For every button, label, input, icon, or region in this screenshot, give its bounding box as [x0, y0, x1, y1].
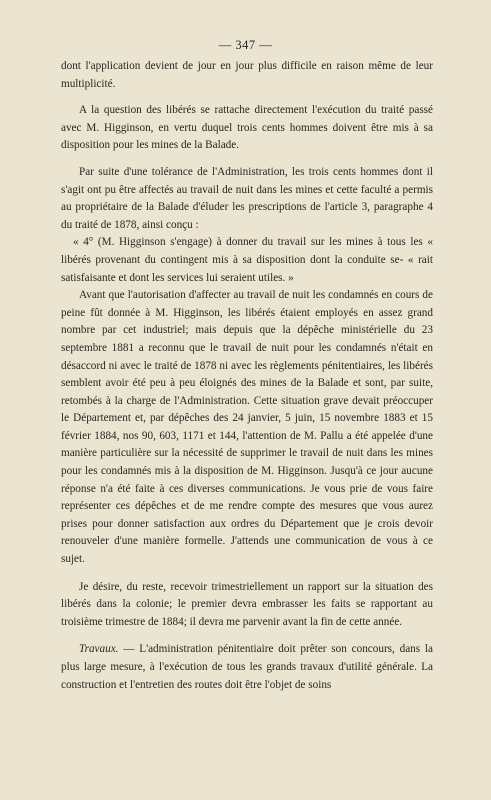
paragraph-travaux-text: — L'administration pénitentiaire doit prêter son concours, dans la plus large mesure, à l'exécution de tous les grands travaux d'utilité générale. La construction et l'entretien des routes doit être l'objet de soins: [61, 643, 433, 691]
paragraph-quarterly-report: Je désire, du reste, recevoir trimestriellement un rapport sur la situation des libérés dans la colonie; le premier devra embrasser les faits se rapportant au troisième trimestre de 1884; il devra me parvenir avant la fin de cette année.: [61, 580, 433, 628]
paragraph-travaux: [61, 641, 433, 694]
paragraph-continuation: dont l'application devient de jour en jour plus difficile en raison même de leur multiplicité.: [61, 60, 433, 90]
page-number: — 347 —: [218, 38, 273, 52]
paragraph-higginson-treaty: A la question des libérés se rattache directement l'exécution du traité passé avec M. Higginson, en vertu duquel trois cents hommes doivent être mis à sa disposition pour les mines de la Balade.: [61, 104, 433, 152]
body-text: [61, 58, 433, 694]
paragraph-night-work: Avant que l'autorisation d'affecter au travail de nuit les condamnés en cours de peine fût donnée à M. Higginson, les libérés étaient employés en assez grand nombre par cet industriel; mais depuis que la dépêche ministérielle du 23 septembre 1881 a reconnu que le travail de nuit pour les condamnés n'était en désaccord ni avec le traité de 1878 ni avec les règlements pénitentiaires, les libérés semblent avoir été peu à peu éloignés des mines de la Balade et sont, par suite, retombés à la charge de l'Administration. Cette situation grave devait préoccuper le Département et, par dépêches des 24 janvier, 5 juin, 15 novembre 1883 et 15 février 1884, nos 90, 603, 1171 et 144, l'attention de M. Pallu a été appelée d'une manière particulière sur la nécessité de supprimer le travail de nuit dans les mines pour les condamnés mis à la disposition de M. Higginson. Jusqu'à ce jour aucune réponse n'a été faite à ces diverses communications. Je vous prie de vous faire représenter ces dépêches et de me rendre compte des mesures que vous aurez prises pour donner satisfaction aux ordres du Département que je crois devoir renouveler d'une manière formelle. J'attends une communication de vous à ce sujet.: [61, 289, 433, 566]
paragraph-tolerance: Par suite d'une tolérance de l'Administration, les trois cents hommes dont il s'agit ont pu être affectés au travail de nuit dans les mines et cette faculté a permis au propriétaire de la Balade d'éluder les prescriptions de l'article 3, paragraphe 4 du traité de 1878, ainsi conçu :: [61, 165, 433, 231]
section-heading-travaux: Travaux.: [79, 643, 119, 656]
paragraph-quoted-article: « 4° (M. Higginson s'engage) à donner du travail sur les mines à tous les « libérés provenant du contingent mis à sa disposition dont la conduite se- « rait satisfaisante et dont les services lui seraient utiles. »: [61, 236, 433, 284]
